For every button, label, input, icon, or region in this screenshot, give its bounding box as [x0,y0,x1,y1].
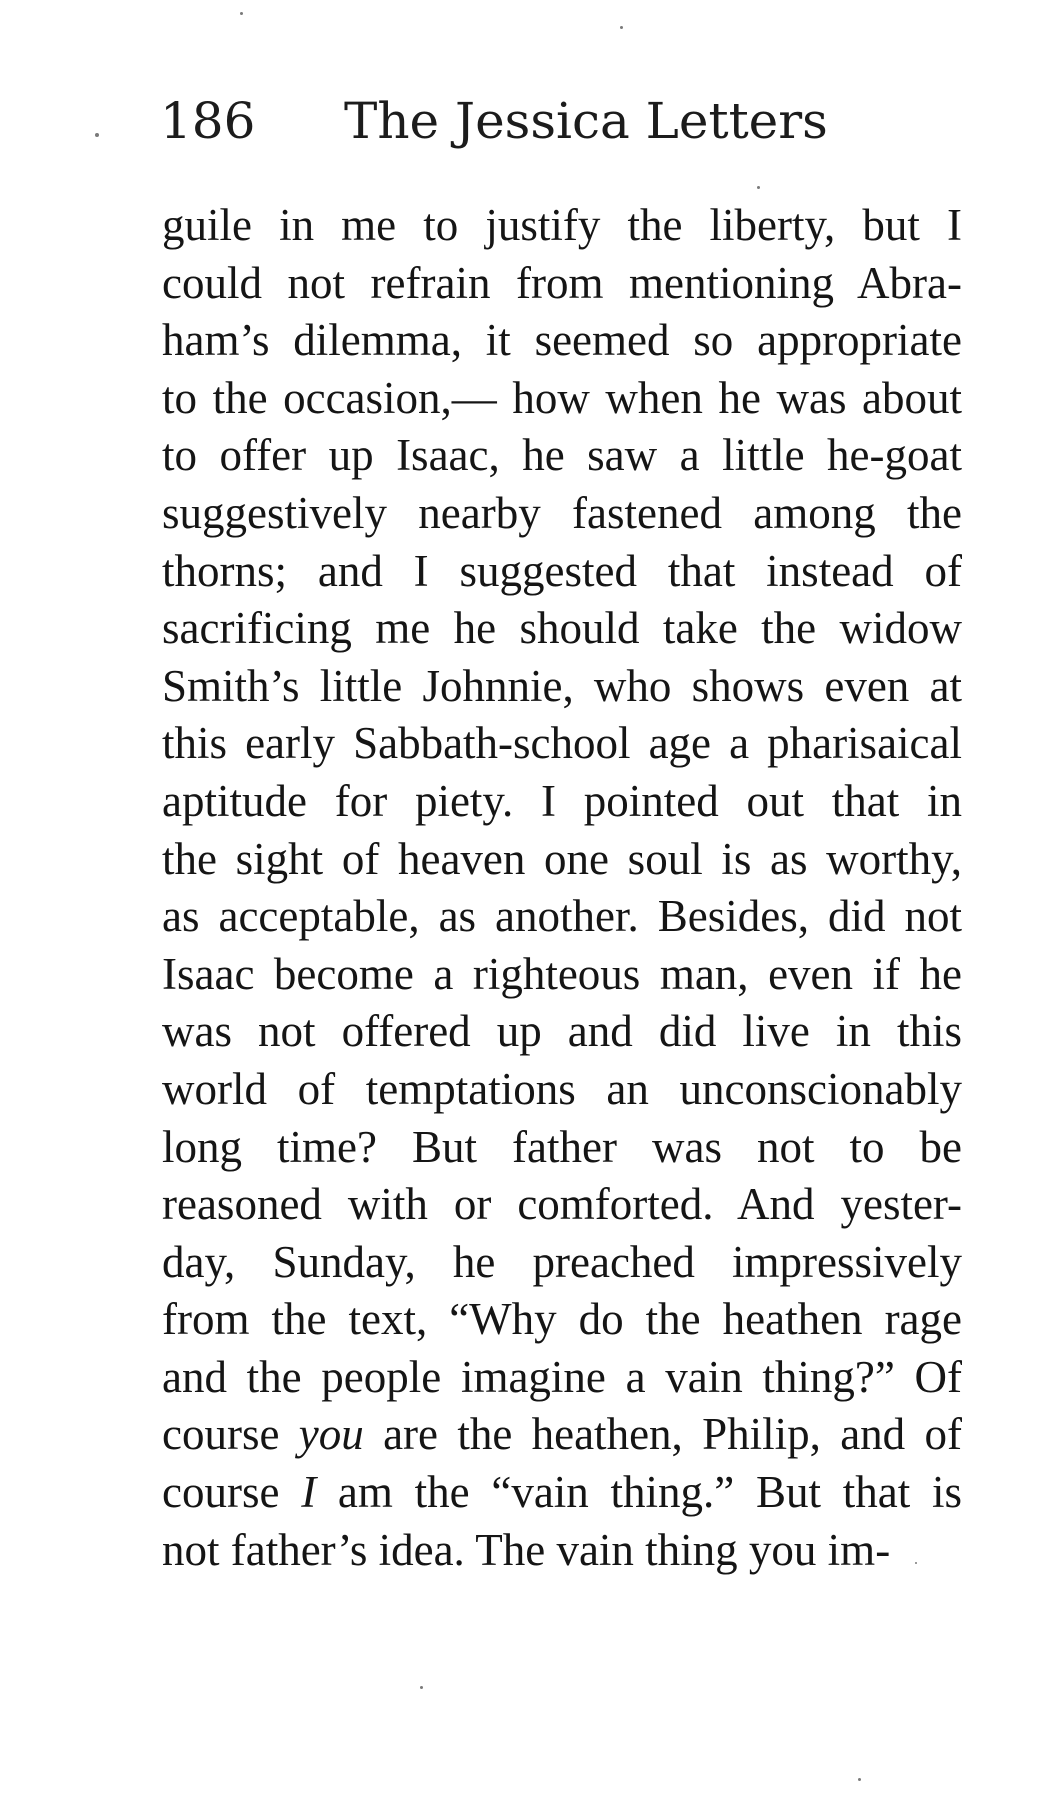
text-line-with-emphasis [162,1464,962,1522]
page-number: 186 [160,92,256,150]
body-text [162,197,962,1579]
text-line: suggestively nearby fastened among the [162,487,962,538]
paper-speck [858,1778,861,1781]
text-line: to the occasion,— how when he was about [162,372,962,423]
text-line: reasoned with or comforted. And yester- [162,1179,962,1230]
text-fragment: course [162,1467,302,1518]
text-line: from the text, “Why do the heathen rage [162,1294,962,1345]
book-title: The Jessica Letters [344,92,828,150]
paper-speck [95,133,99,137]
text-fragment: are the heathen, Philip, and of [363,1409,962,1460]
text-line: aptitude for piety. I pointed out that in [162,775,962,826]
text-fragment: course [162,1409,299,1460]
text-line-with-emphasis [162,1406,962,1464]
text-line: world of temptations an unconscionably [162,1063,962,1114]
text-line: ham’s dilemma, it seemed so appropriate [162,315,962,366]
paper-speck [240,12,243,15]
text-line: guile in me to justify the liberty, but I [162,200,962,250]
paper-speck [420,1686,423,1689]
paper-speck [915,1562,917,1564]
text-line: to offer up Isaac, he saw a little he-goat [162,430,962,481]
running-head [160,92,960,162]
text-line: not father’s idea. The vain thing you im- [162,1524,891,1575]
text-line: could not refrain from mentioning Abra- [162,257,962,308]
text-line: the sight of heaven one soul is as worthy, [162,833,962,884]
text-line: sacrificing me he should take the widow [162,603,962,654]
text-line: Smith’s little Johnnie, who shows even at [162,660,962,711]
text-line: and the people imagine a vain thing?” Of [162,1351,962,1402]
text-line: thorns; and I suggested that instead of [162,545,962,596]
text-fragment: am the “vain thing.” But that is [316,1467,962,1518]
emphasized-word: you [298,1409,364,1460]
paper-speck [757,186,760,189]
text-line: as acceptable, as another. Besides, did not [162,891,962,942]
text-line: long time? But father was not to be [162,1121,962,1172]
text-line: Isaac become a righteous man, even if he [162,948,962,999]
text-line: this early Sabbath-school age a pharisaical [162,718,962,769]
text-line: day, Sunday, he preached impressively [162,1236,962,1287]
text-line: was not offered up and did live in this [162,1006,962,1057]
emphasized-word: I [301,1467,317,1518]
paper-speck [620,26,623,29]
